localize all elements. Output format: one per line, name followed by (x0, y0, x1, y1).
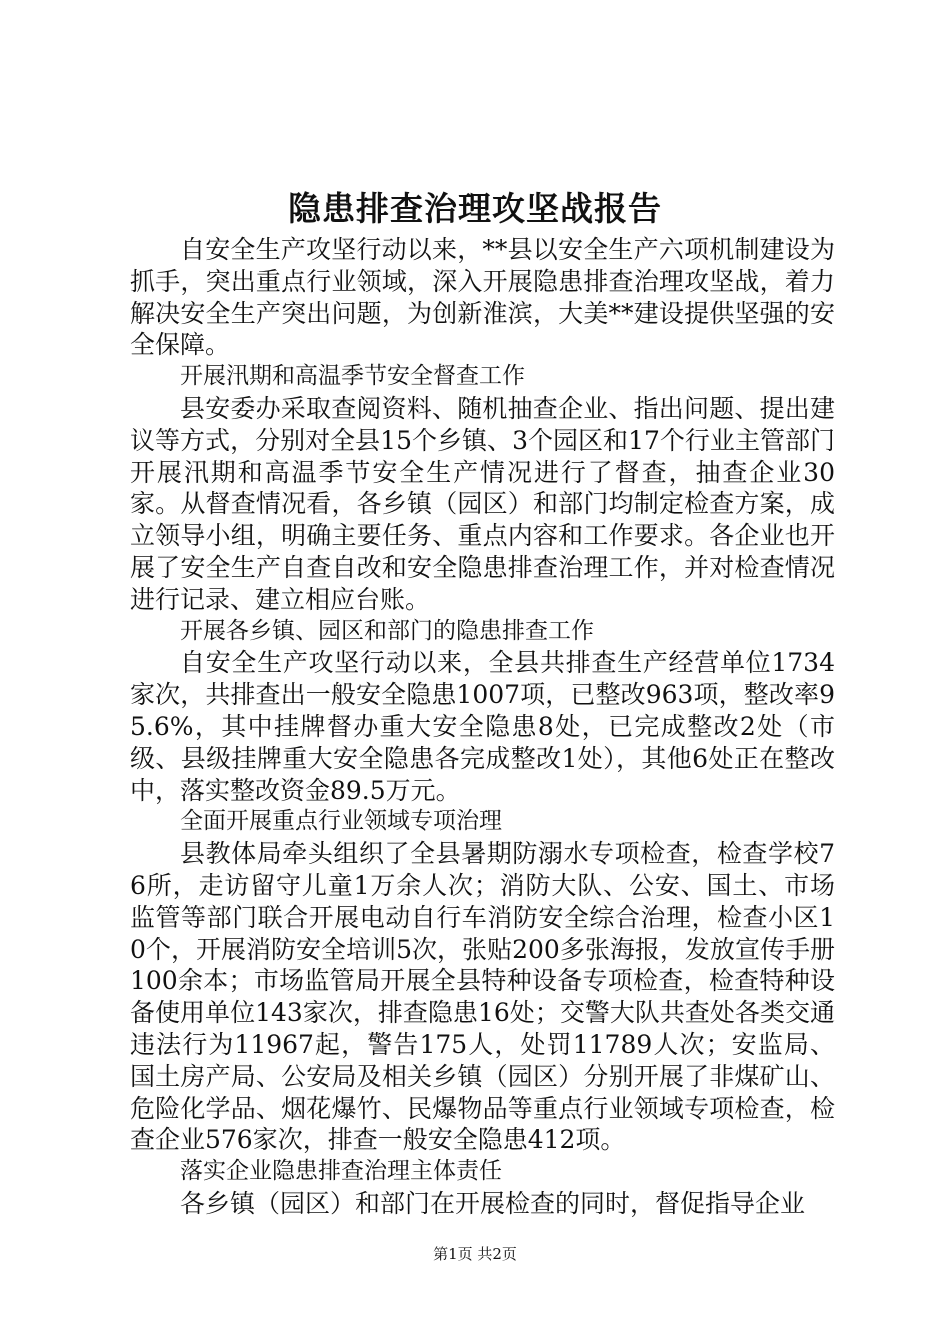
section-heading-special-governance: 全面开展重点行业领域专项治理 (180, 808, 502, 835)
paragraph-intro: 自安全生产攻坚行动以来，**县以安全生产六项机制建设为抓手，突出重点行业领域，深入开展隐患排查治理攻坚战，着力解决安全生产突出问题，为创新淮滨，大美**建设提供坚强的安全保障。 (130, 235, 835, 360)
paragraph-flood-season: 县安委办采取查阅资料、随机抽查企业、指出问题、提出建议等方式，分别对全县15个乡镇、3个园区和17个行业主管部门开展汛期和高温季节安全生产情况进行了督查，抽查企业30家。从督查情况看，各乡镇（园区）和部门均制定检查方案，成立领导小组，明确主要任务、重点内容和工作要求。各企业也开展了安全生产自查自改和安全隐患排查治理工作，并对检查情况进行记录、建立相应台账。 (130, 393, 835, 614)
section-heading-enterprise-responsibility: 落实企业隐患排查治理主体责任 (180, 1158, 502, 1185)
document-title: 隐患排查治理攻坚战报告 (288, 189, 662, 228)
paragraph-special-governance: 县教体局牵头组织了全县暑期防溺水专项检查，检查学校76所，走访留守儿童1万余人次；消防大队、公安、国土、市场监管等部门联合开展电动自行车消防安全综合治理，检查小区10个，开展消防安全培训5次，张贴200多张海报，发放宣传手册100余本；市场监管局开展全县特种设备专项检查，检查特种设备使用单位143家次，排查隐患16处；交警大队共查处各类交通违法行为11967起，警告175人，处罚11789人次；安监局、国土房产局、公安局及相关乡镇（园区）分别开展了非煤矿山、危险化学品、烟花爆竹、民爆物品等重点行业领域专项检查，检查企业576家次，排查一般安全隐患412项。 (130, 839, 835, 1155)
page-footer: 第1页 共2页 (433, 1245, 517, 1263)
section-heading-flood-season: 开展汛期和高温季节安全督查工作 (180, 363, 525, 390)
paragraph-enterprise-responsibility: 各乡镇（园区）和部门在开展检查的同时，督促指导企业 (180, 1188, 806, 1218)
document-body (130, 234, 835, 1220)
section-heading-hazard-screening: 开展各乡镇、园区和部门的隐患排查工作 (180, 617, 594, 644)
paragraph-hazard-screening: 自安全生产攻坚行动以来，全县共排查生产经营单位1734家次，共排查出一般安全隐患1007项，已整改963项，整改率95.6%，其中挂牌督办重大安全隐患8处，已完成整改2处（市级、县级挂牌重大安全隐患各完成整改1处），其他6处正在整改中，落实整改资金89.5万元。 (130, 648, 835, 805)
